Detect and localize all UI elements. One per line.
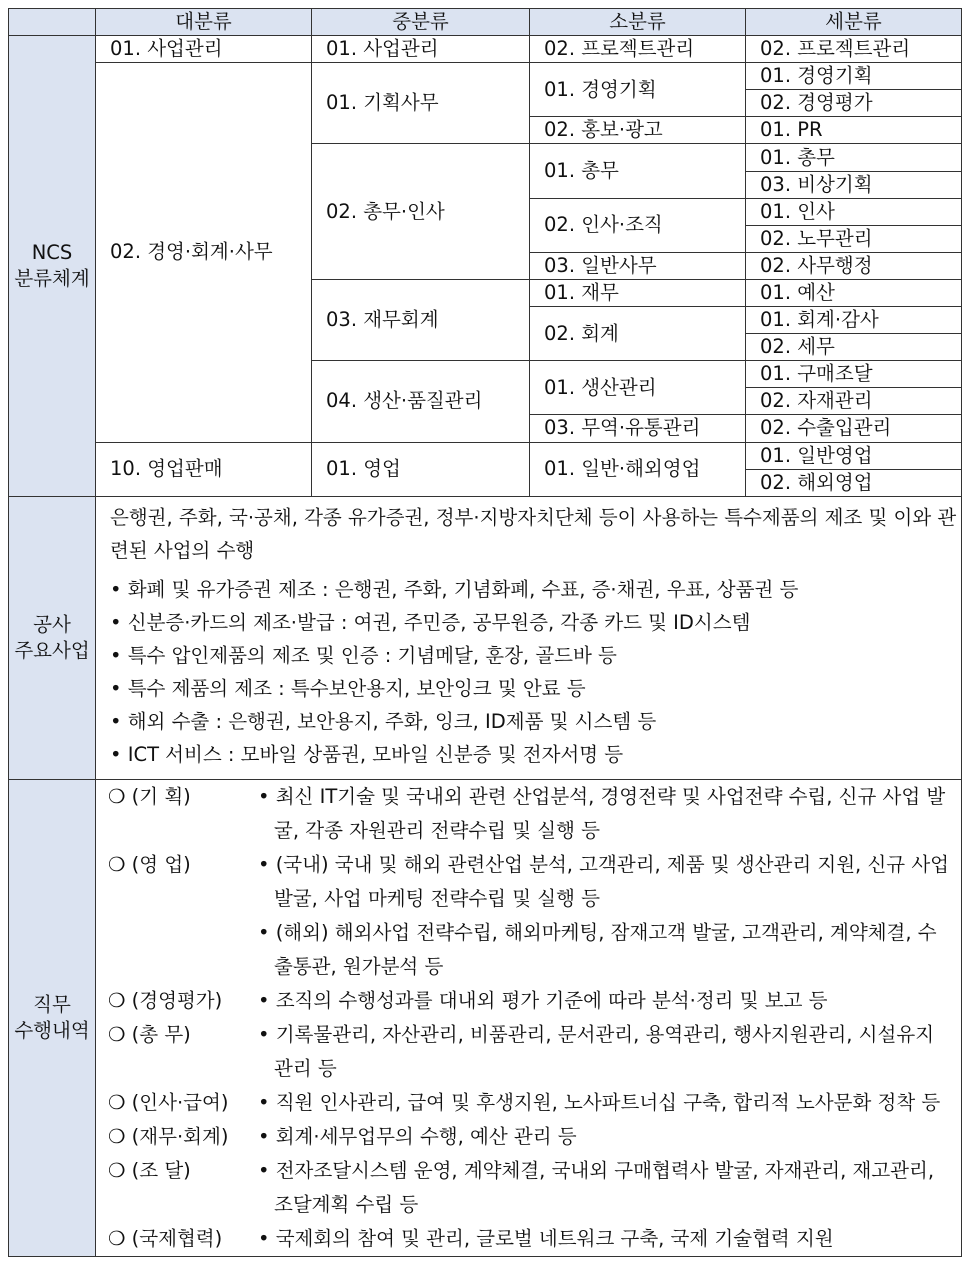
business-item: • ICT 서비스 : 모바일 상품권, 모바일 신분증 및 전자서명 등	[110, 742, 624, 766]
header-major: 대분류	[96, 9, 312, 36]
cell-small: 01. 일반·해외영업	[530, 442, 746, 496]
cell-detail: 02. 자재관리	[746, 388, 962, 415]
header-corner	[9, 9, 96, 36]
cell-mid: 04. 생산·품질관리	[312, 361, 530, 442]
business-row	[9, 496, 962, 779]
cell-small: 01. 재무	[530, 279, 746, 306]
table-row	[9, 442, 962, 469]
cell-detail: 01. PR	[746, 117, 962, 144]
cell-detail: 02. 프로젝트관리	[746, 36, 962, 63]
duty-desc-line: • (해외) 해외사업 전략수립, 해외마케팅, 잠재고객 발굴, 고객관리, 계약체결, 수출통관, 원가분석 등	[258, 920, 937, 978]
cell-small: 01. 총무	[530, 144, 746, 198]
cell-detail: 02. 수출입관리	[746, 415, 962, 442]
cell-detail: 02. 해외영업	[746, 469, 962, 496]
cell-major: 02. 경영·회계·사무	[96, 63, 312, 442]
duty-desc	[258, 1086, 951, 1120]
ncs-label-line1: NCS	[31, 240, 73, 264]
business-intro: 은행권, 주화, 국·공채, 각종 유가증권, 정부·지방자치단체 등이 사용하는 특수제품의 제조 및 이와 관련된 사업의 수행	[110, 505, 957, 562]
duty-label: ❍ (영 업)	[108, 852, 191, 876]
duty-desc-line: • 직원 인사관리, 급여 및 후생지원, 노사파트너십 구축, 합리적 노사문화 정착 등	[258, 1090, 941, 1114]
duty-label: ❍ (조 달)	[108, 1158, 191, 1182]
header-small: 소분류	[530, 9, 746, 36]
business-item: • 특수 제품의 제조 : 특수보안용지, 보안잉크 및 안료 등	[110, 676, 586, 700]
duty-desc-line: • 회계·세무업무의 수행, 예산 관리 등	[258, 1124, 577, 1148]
duty-label: ❍ (재무·회계)	[108, 1124, 229, 1148]
cell-mid: 01. 사업관리	[312, 36, 530, 63]
cell-small: 02. 홍보·광고	[530, 117, 746, 144]
cell-mid: 03. 재무회계	[312, 279, 530, 360]
cell-mid: 02. 총무·인사	[312, 144, 530, 279]
duty-desc	[258, 780, 951, 848]
duty-desc-line: • 전자조달시스템 운영, 계약체결, 국내외 구매협력사 발굴, 자재관리, 재고관리, 조달계획 수립 등	[258, 1158, 935, 1216]
cell-small: 01. 생산관리	[530, 361, 746, 415]
duty-label: ❍ (인사·급여)	[108, 1090, 229, 1114]
duty-label-line2: 수행내역	[14, 1018, 90, 1042]
cell-detail: 01. 구매조달	[746, 361, 962, 388]
business-item: • 신분증·카드의 제조·발급 : 여권, 주민증, 공무원증, 각종 카드 및 ID시스템	[110, 610, 751, 634]
business-item: • 해외 수출 : 은행권, 보안용지, 주화, 잉크, ID제품 및 시스템 등	[110, 709, 657, 733]
duty-desc	[258, 1120, 951, 1154]
duty-content	[96, 779, 962, 1256]
business-label-line2: 주요사업	[14, 638, 90, 662]
cell-detail: 01. 인사	[746, 198, 962, 225]
duty-label: ❍ (국제협력)	[108, 1226, 223, 1250]
table-row	[9, 36, 962, 63]
cell-major: 10. 영업판매	[96, 442, 312, 496]
header-detail: 세분류	[746, 9, 962, 36]
duty-desc-line: • 최신 IT기술 및 국내외 관련 산업분석, 경영전략 및 사업전략 수립, 신규 사업 발굴, 각종 자원관리 전략수립 및 실행 등	[258, 784, 946, 842]
cell-small: 03. 일반사무	[530, 252, 746, 279]
ncs-label-line2: 분류체계	[14, 266, 90, 290]
cell-small: 01. 경영기획	[530, 63, 746, 117]
cell-detail: 01. 예산	[746, 279, 962, 306]
cell-detail: 02. 노무관리	[746, 225, 962, 252]
cell-small: 03. 무역·유통관리	[530, 415, 746, 442]
duty-desc	[258, 1154, 951, 1222]
cell-detail: 03. 비상기획	[746, 171, 962, 198]
duty-desc-line: • (국내) 국내 및 해외 관련산업 분석, 고객관리, 제품 및 생산관리 지원, 신규 사업 발굴, 사업 마케팅 전략수립 및 실행 등	[258, 852, 950, 910]
cell-mid: 01. 기획사무	[312, 63, 530, 144]
ncs-section-label	[9, 36, 96, 497]
duty-label: ❍ (경영평가)	[108, 988, 223, 1012]
cell-detail: 02. 경영평가	[746, 90, 962, 117]
header-mid: 중분류	[312, 9, 530, 36]
table-row	[9, 63, 962, 90]
business-item: • 특수 압인제품의 제조 및 인증 : 기념메달, 훈장, 골드바 등	[110, 643, 617, 667]
cell-mid: 01. 영업	[312, 442, 530, 496]
cell-major: 01. 사업관리	[96, 36, 312, 63]
business-content	[96, 496, 962, 779]
duty-row	[9, 779, 962, 1256]
cell-small: 02. 프로젝트관리	[530, 36, 746, 63]
cell-detail: 02. 사무행정	[746, 252, 962, 279]
cell-detail: 01. 총무	[746, 144, 962, 171]
duty-label: ❍ (총 무)	[108, 1022, 191, 1046]
duty-grid	[108, 780, 951, 1256]
duty-desc	[258, 848, 951, 984]
business-item: • 화폐 및 유가증권 제조 : 은행권, 주화, 기념화폐, 수표, 증·채권, 우표, 상품권 등	[110, 577, 799, 601]
cell-detail: 02. 세무	[746, 334, 962, 361]
business-section-label	[9, 496, 96, 779]
duty-section-label	[9, 779, 96, 1256]
cell-small: 02. 인사·조직	[530, 198, 746, 252]
duty-desc-line: • 국제회의 참여 및 관리, 글로벌 네트워크 구축, 국제 기술협력 지원	[258, 1226, 834, 1250]
duty-desc	[258, 984, 951, 1018]
duty-label-line1: 직무	[33, 992, 71, 1016]
cell-detail: 01. 일반영업	[746, 442, 962, 469]
duty-label: ❍ (기 획)	[108, 784, 191, 808]
business-label-line1: 공사	[33, 612, 71, 636]
header-row	[9, 9, 962, 36]
duty-desc-line: • 기록물관리, 자산관리, 비품관리, 문서관리, 용역관리, 행사지원관리, 시설유지 관리 등	[258, 1022, 935, 1080]
duty-desc-line: • 조직의 수행성과를 대내외 평가 기준에 따라 분석·정리 및 보고 등	[258, 988, 828, 1012]
duty-desc	[258, 1018, 951, 1086]
duty-desc	[258, 1222, 951, 1256]
cell-small: 02. 회계	[530, 307, 746, 361]
ncs-table	[8, 8, 962, 1257]
cell-detail: 01. 경영기획	[746, 63, 962, 90]
cell-detail: 01. 회계·감사	[746, 307, 962, 334]
